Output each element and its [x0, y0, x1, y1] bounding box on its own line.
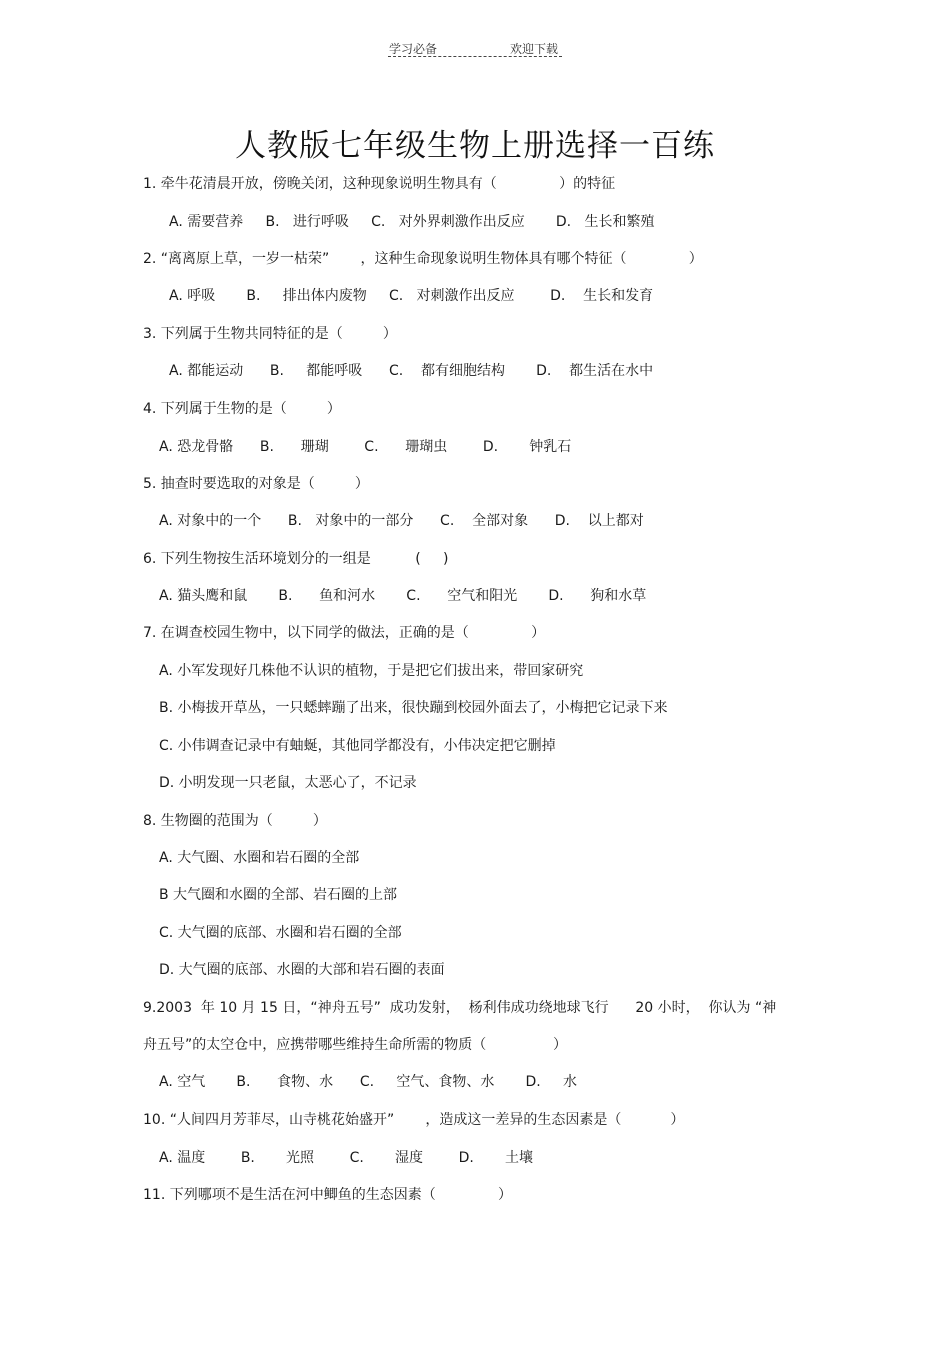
option-line: D. 小明发现一只老鼠，太恶心了，不记录: [159, 775, 417, 791]
option-line: D. 大气圈的底部、水圈的大部和岩石圈的表面: [159, 962, 445, 978]
option-line: C. 小伟调查记录中有蚰蜒，其他同学都没有，小伟决定把它删掉: [159, 738, 556, 754]
option-line: A. 小军发现好几株他不认识的植物，于是把它们拔出来，带回家研究: [159, 663, 584, 679]
option-line: B 大气圈和水圈的全部、岩石圈的上部: [159, 887, 398, 903]
option-line: B. 小梅拔开草丛，一只蟋蟀蹦了出来，很快蹦到校园外面去了，小梅把它记录下来: [159, 700, 668, 716]
option-line: A. 温度 B. 光照 C. 湿度 D. 土壤: [159, 1150, 534, 1166]
page-title: 人教版七年级生物上册选择一百练: [235, 128, 715, 164]
option-line: A. 恐龙骨骼 B. 珊瑚 C. 珊瑚虫 D. 钟乳石: [159, 439, 572, 455]
option-line: A. 需要营养 B. 进行呼吸 C. 对外界刺激作出反应 D. 生长和繁殖: [169, 214, 655, 230]
question-line: 11. 下列哪项不是生活在河中鲫鱼的生态因素（ ）: [143, 1187, 513, 1203]
option-line: A. 呼吸 B. 排出体内废物 C. 对刺激作出反应 D. 生长和发育: [169, 288, 654, 304]
option-line: A. 都能运动 B. 都能呼吸 C. 都有细胞结构 D. 都生活在水中: [169, 363, 654, 379]
question-line: 8. 生物圈的范围为（ ）: [143, 813, 327, 829]
question-line: 9.2003 年 10 月 15 日，“神舟五号” 成功发射， 杨利伟成功绕地球飞行 20 小时， 你认为 “神: [143, 1000, 777, 1016]
option-line: A. 对象中的一个 B. 对象中的一部分 C. 全部对象 D. 以上都对: [159, 513, 644, 529]
option-line: C. 大气圈的底部、水圈和岩石圈的全部: [159, 925, 402, 941]
option-line: A. 猫头鹰和鼠 B. 鱼和河水 C. 空气和阳光 D. 狗和水草: [159, 588, 647, 604]
header-divider: [388, 56, 562, 57]
question-line: 6. 下列生物按生活环境划分的一组是 ( ): [143, 551, 449, 567]
question-line: 3. 下列属于生物共同特征的是（ ）: [143, 326, 397, 342]
question-line: 4. 下列属于生物的是（ ）: [143, 401, 341, 417]
header-left-text: 学习必备: [389, 42, 438, 56]
question-line: 1. 牵牛花清晨开放，傍晚关闭，这种现象说明生物具有（ ）的特征: [143, 176, 616, 192]
question-line: 2. “离离原上草，一岁一枯荣” ，这种生命现象说明生物体具有哪个特征（ ）: [143, 251, 703, 267]
option-line: A. 大气圈、水圈和岩石圈的全部: [159, 850, 360, 866]
question-line: 5. 抽查时要选取的对象是（ ）: [143, 476, 369, 492]
question-line: 舟五号”的太空仓中，应携带哪些维持生命所需的物质（ ）: [143, 1037, 568, 1053]
header-right-text: 欢迎下载: [510, 42, 559, 56]
question-line: 7. 在调查校园生物中，以下同学的做法，正确的是（ ）: [143, 625, 546, 641]
question-line: 10. “人间四月芳菲尽，山寺桃花始盛开” ，造成这一差异的生态因素是（ ）: [143, 1112, 685, 1128]
option-line: A. 空气 B. 食物、水 C. 空气、食物、水 D. 水: [159, 1074, 577, 1090]
